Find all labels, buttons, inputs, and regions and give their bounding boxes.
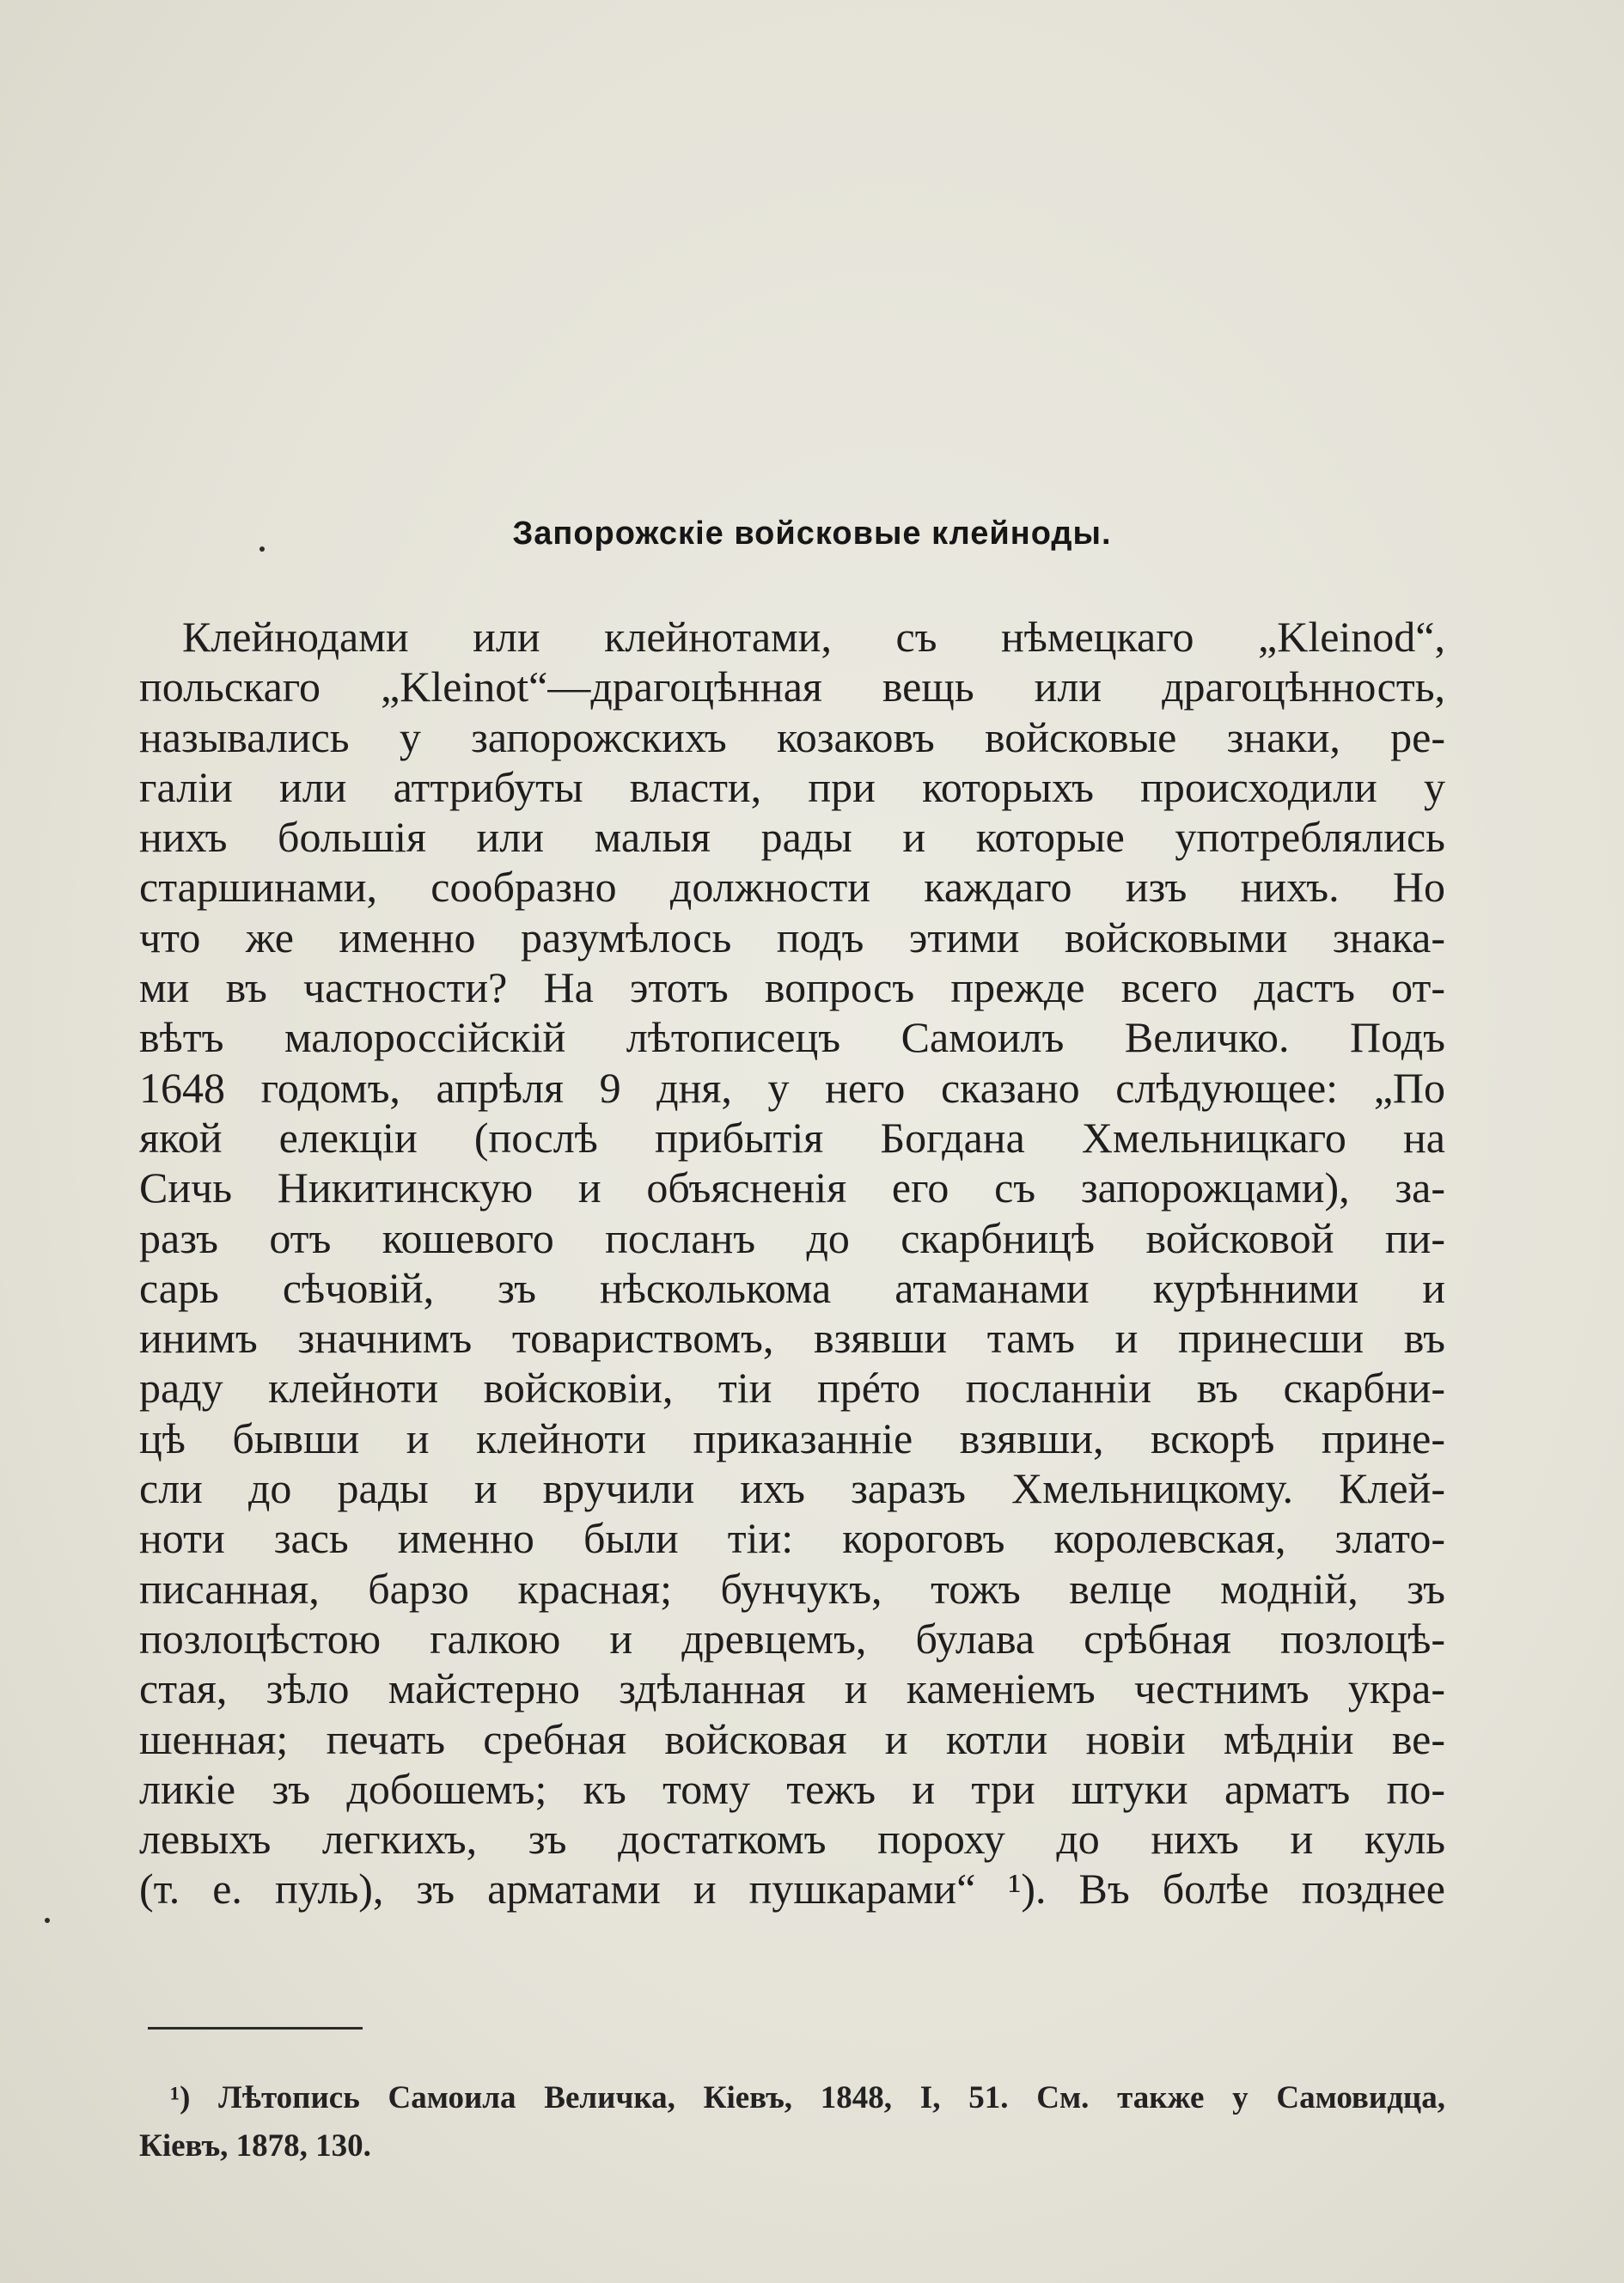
text-line: якой елекціи (послѣ прибытія Богдана Хмельницкаго на xyxy=(139,1113,1445,1162)
text-line: (т. е. пуль), зъ арматами и пушкарами“ ¹). Въ болѣе позднее xyxy=(139,1865,1445,1914)
text-line: цѣ бывши и клейноти приказанніе взявши, вскорѣ прине- xyxy=(139,1413,1445,1462)
text-line: Клейнодами или клейнотами, съ нѣмецкаго „Kleinod“, xyxy=(182,613,1445,661)
text-line: галіи или аттрибуты власти, при которыхъ происходили у xyxy=(139,762,1445,811)
text-line: ноти зась именно были тіи: короговъ королевская, злато- xyxy=(139,1514,1445,1563)
text-line: нихъ большія или малыя рады и которые употреблялись xyxy=(139,813,1445,862)
text-line: 1648 годомъ, апрѣля 9 дня, у него сказано слѣдующее: „По xyxy=(139,1063,1445,1112)
text-line: что же именно разумѣлось подъ этими войсковыми знака- xyxy=(139,913,1445,961)
text-line: разъ отъ кошевого посланъ до скарбницѣ войсковой пи- xyxy=(139,1213,1445,1262)
text-line: ми въ частности? На этотъ вопросъ прежде всего дастъ от- xyxy=(139,963,1445,1012)
body-text xyxy=(139,612,1445,1914)
text-line: позлоцѣстою галкою и древцемъ, булава срѣбная позлоцѣ- xyxy=(139,1614,1445,1663)
text-line: инимъ значнимъ товариствомъ, взявши тамъ и принесши въ xyxy=(139,1314,1445,1363)
page-title: Запорожскіе войсковые клейноды. xyxy=(512,516,1112,552)
text-line: Сичь Никитинскую и объясненія его съ запорожцами), за- xyxy=(139,1163,1445,1212)
text-line: назывались у запорожскихъ козаковъ войсковые знаки, ре- xyxy=(139,712,1445,761)
text-line: старшинами, сообразно должности каждаго изъ нихъ. Но xyxy=(139,863,1445,912)
text-line: сли до рады и вручили ихъ заразъ Хмельницкому. Клей- xyxy=(139,1464,1445,1513)
footnote-line: Кіевъ, 1878, 130. xyxy=(139,2128,371,2164)
text-line: писанная, барзо красная; бунчукъ, тожъ велце моднiй, зъ xyxy=(139,1564,1445,1613)
text-line: сарь сѣчовій, зъ нѣсколькома атаманами курѣнними и xyxy=(139,1263,1445,1312)
text-line: ликіе зъ добошемъ; къ тому тежъ и три штуки арматъ по- xyxy=(139,1764,1445,1813)
text-line: стая, зѣло майстерно здѣланная и каменіемъ честнимъ укра- xyxy=(139,1664,1445,1713)
footnote-divider xyxy=(148,2027,363,2030)
text-line: вѣтъ малороссійскій лѣтописецъ Самоилъ Величко. Подъ xyxy=(139,1013,1445,1062)
text-line: польскаго „Kleinot“—драгоцѣнная вещь или драгоцѣнность, xyxy=(139,662,1445,711)
text-line: раду клейноти войсковіи, тіи прéто посланніи въ скарбни- xyxy=(139,1364,1445,1413)
stray-ink-dot xyxy=(45,1918,50,1923)
footnote xyxy=(139,2074,1445,2170)
text-line: левыхъ легкихъ, зъ достаткомъ пороху до нихъ и куль xyxy=(139,1815,1445,1864)
footnote-line: ¹) Лѣтопись Самоила Величка, Кіевъ, 1848, I, 51. См. также у Самовидца, xyxy=(170,2080,1445,2115)
text-line: шенная; печать сребная войсковая и котли новіи мѣдніи ве- xyxy=(139,1714,1445,1763)
